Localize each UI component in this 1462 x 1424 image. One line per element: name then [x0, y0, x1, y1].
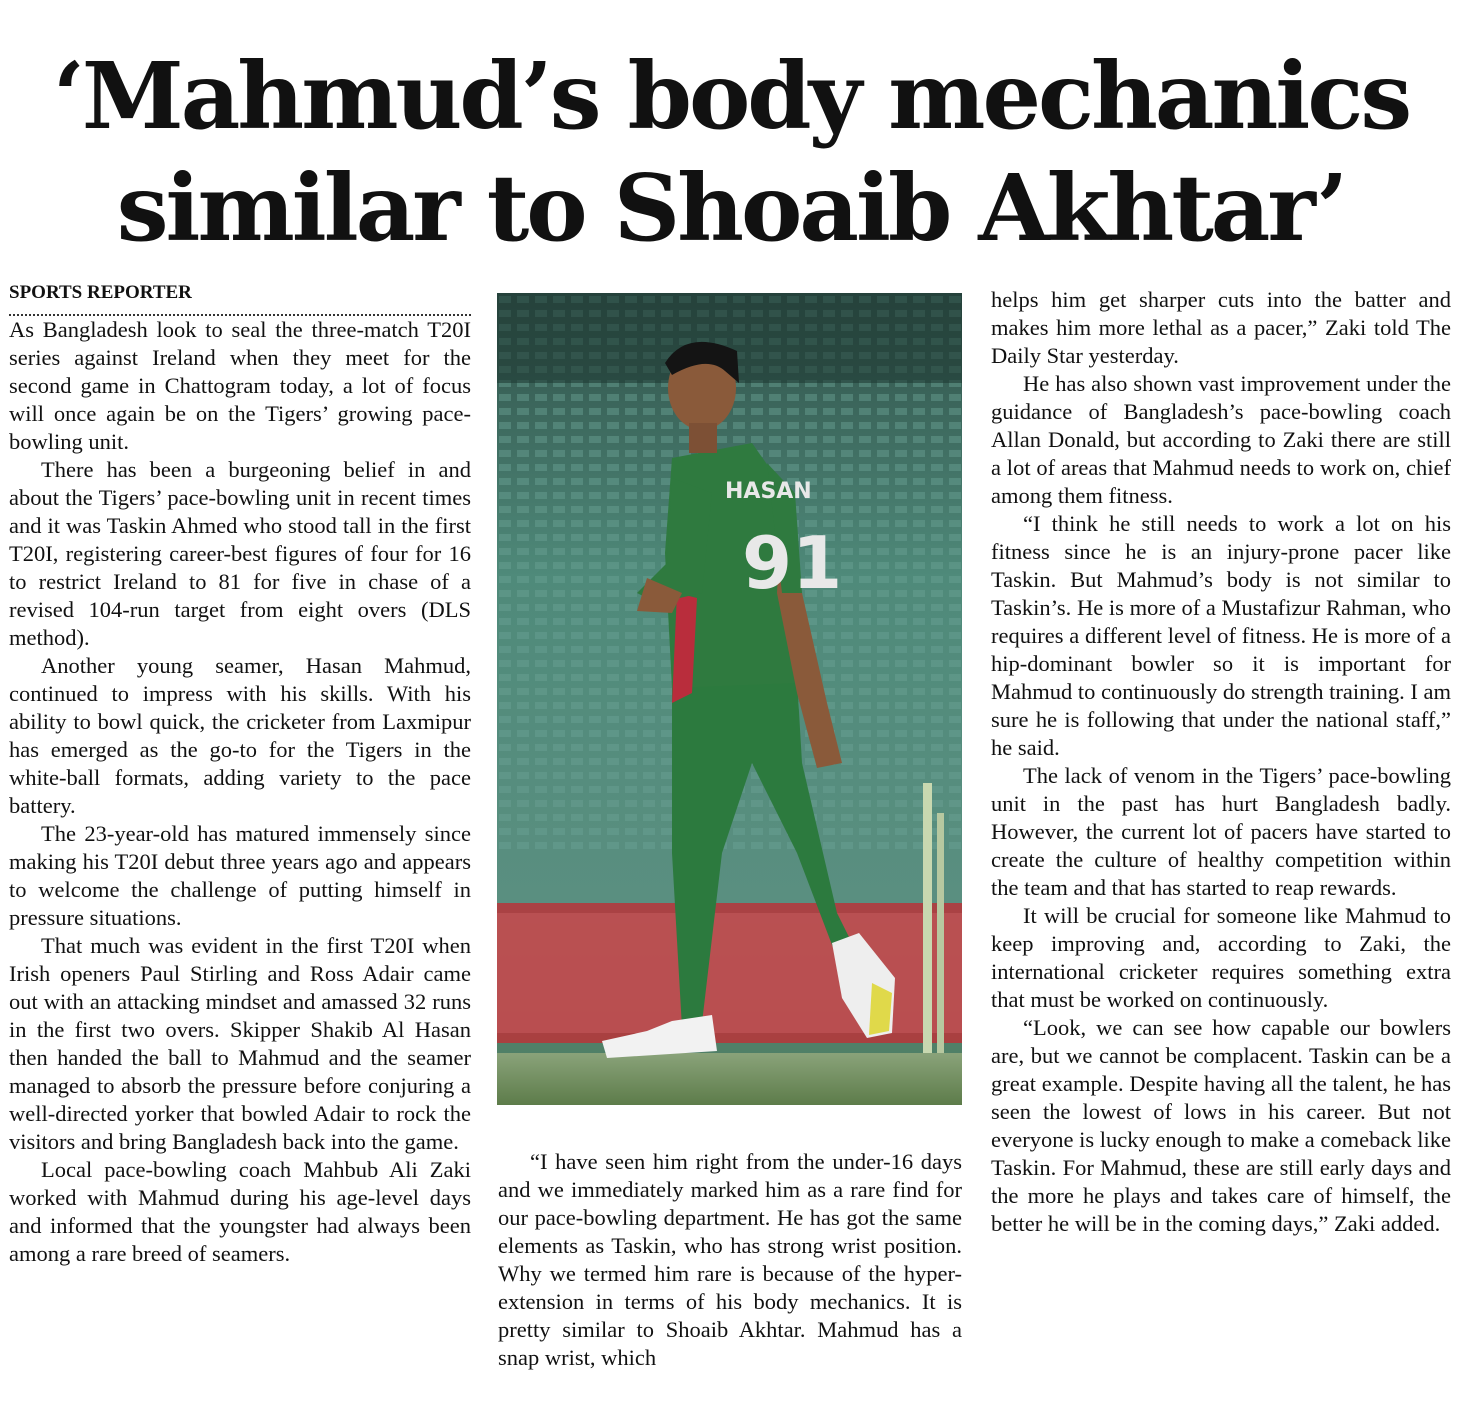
- paragraph: That much was evident in the first T20I when Irish openers Paul Stirling and Ross Adair came out with an attacking mindset and amassed 32 runs in the first two overs. Skipper Shakib Al Hasan then handed the ball to Mahmud and the seamer managed to absorb the pressure before conjuring a well-directed yorker that bowled Adair to rock the visitors and bring Bangladesh back into the game.: [9, 933, 471, 1154]
- byline: SPORTS REPORTER: [9, 280, 471, 316]
- paragraph: “Look, we can see how capable our bowlers are, but we cannot be complacent. Taskin can be a great example. Despite having all the talent, he has seen the lowest of lows in his career. But not everyone is lucky enough to make a comeback like Taskin. For Mahmud, these are still early days and the more he plays and takes care of himself, the better he will be in the coming days,” Zaki added.: [991, 1015, 1451, 1236]
- paragraph: helps him get sharper cuts into the batter and makes him more lethal as a pacer,” Zaki told The Daily Star yesterday.: [991, 287, 1451, 368]
- jersey-name: HASAN: [725, 479, 812, 504]
- paragraph: Local pace-bowling coach Mahbub Ali Zaki worked with Mahmud during his age-level days and informed that the youngster had always been among a rare breed of seamers.: [9, 1157, 471, 1266]
- headline: [0, 40, 1462, 264]
- headline-line-2: similar to Shoaib Akhtar’: [116, 154, 1346, 262]
- paragraph: He has also shown vast improvement under the guidance of Bangladesh’s pace-bowling coach Allan Donald, but according to Zaki there are still a lot of areas that Mahmud needs to work on, chief among them fitness.: [991, 371, 1451, 508]
- article-column-1: [9, 280, 471, 1268]
- paragraph: “I have seen him right from the under-16 days and we immediately marked him as a rare find for our pace-bowling department. He has got the same elements as Taskin, who has strong wrist position. Why we termed him rare is because of the hyper-extension in terms of his body mechanics. It is pretty similar to Shoaib Akhtar. Mahmud has a snap wrist, which: [498, 1149, 962, 1370]
- headline-line-1: ‘Mahmud’s body mechanics: [52, 42, 1410, 150]
- article-column-3: [991, 286, 1451, 1238]
- paragraph: Another young seamer, Hasan Mahmud, continued to impress with his skills. With his ability to bowl quick, the cricketer from Laxmipur has emerged as the go-to for the Tigers in the white-ball formats, adding variety to the pace battery.: [9, 653, 471, 818]
- paragraph: It will be crucial for someone like Mahmud to keep improving and, according to Zaki, the international cricketer requires something extra that must be worked on continuously.: [991, 903, 1451, 1012]
- paragraph: The 23-year-old has matured immensely since making his T20I debut three years ago and appears to welcome the challenge of putting himself in pressure situations.: [9, 821, 471, 930]
- paragraph: There has been a burgeoning belief in and about the Tigers’ pace-bowling unit in recent times and it was Taskin Ahmed who stood tall in the first T20I, registering career-best figures of four for 16 to restrict Ireland to 81 for five in chase of a revised 104-run target from eight overs (DLS method).: [9, 457, 471, 650]
- article-column-2: [498, 1148, 962, 1372]
- paragraph: The lack of venom in the Tigers’ pace-bowling unit in the past has hurt Bangladesh badly. However, the current lot of pacers have started to create the culture of healthy competition within the team and that has started to reap rewards.: [991, 763, 1451, 900]
- paragraph: “I think he still needs to work a lot on his fitness since he is an injury-prone pacer like Taskin. But Mahmud’s body is not similar to Taskin’s. He is more of a Mustafizur Rahman, who requires a different level of fitness. He is more of a hip-dominant bowler so it is important for Mahmud to continuously do strength training. I am sure he is following that under the national staff,” he said.: [991, 511, 1451, 760]
- jersey-number: 91: [742, 521, 843, 605]
- article-photo: [497, 293, 962, 1105]
- paragraph: As Bangladesh look to seal the three-match T20I series against Ireland when they meet for the second game in Chattogram today, a lot of focus will once again be on the Tigers’ growing pace-bowling unit.: [9, 317, 471, 454]
